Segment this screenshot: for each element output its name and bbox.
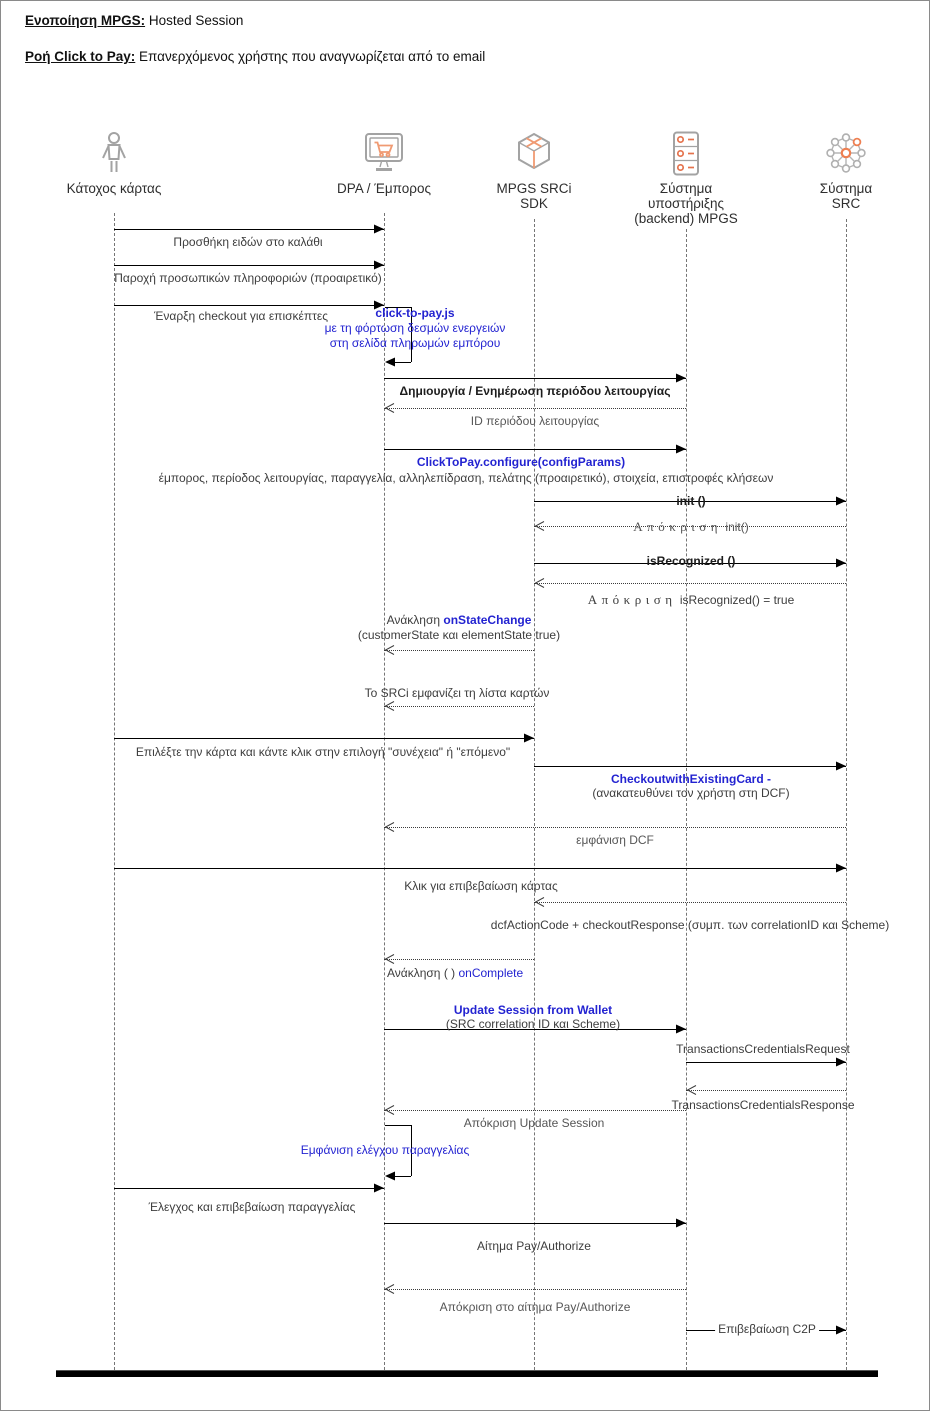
message-line <box>384 449 686 450</box>
message-label-part: Έναρξη checkout για επισκέπτες <box>153 309 329 323</box>
message-label <box>417 456 625 469</box>
arrowhead-icon <box>836 558 846 568</box>
arrowhead-icon <box>535 578 545 588</box>
message-label <box>446 1018 620 1031</box>
message-line <box>114 738 534 739</box>
message-line <box>384 1110 686 1111</box>
arrowhead-icon <box>385 357 395 367</box>
message-label <box>387 967 523 980</box>
arrowhead-icon <box>687 1085 697 1095</box>
message-label-part: TransactionsCredentialsRequest <box>676 1042 850 1056</box>
message-label-part: Update Session from Wallet <box>453 1003 613 1017</box>
package-icon <box>512 131 556 177</box>
arrowhead-icon <box>385 1284 395 1294</box>
message-label <box>647 555 736 568</box>
lifeline-cardholder <box>114 213 115 1370</box>
message-label <box>387 614 532 627</box>
message-label <box>404 880 558 893</box>
message-label-part: Παροχή προσωπικών πληροφοριών (προαιρετικό) <box>114 271 382 285</box>
arrowhead-icon <box>374 260 384 270</box>
message-label-part: έμπορος, περίοδος λειτουργίας, παραγγελία, αλληλεπίδραση, πελάτης (προαιρετικό), στοιχεία, επιστροφές κλήσεων <box>158 471 774 485</box>
actor-cardholder <box>29 131 199 196</box>
message-line <box>384 378 686 379</box>
message-label-part: (customerState και elementState true) <box>357 628 561 642</box>
message-label-part: Απόκριση Update Session <box>463 1116 605 1130</box>
lifeline-src <box>846 219 847 1370</box>
message-label <box>325 322 506 335</box>
message-label <box>149 1201 356 1214</box>
actor-label: DPA / Έμπορος <box>337 181 431 196</box>
message-label-part: Κλικ για επιβεβαίωση κάρτας <box>404 879 558 893</box>
message-line <box>534 583 846 584</box>
arrowhead-icon <box>836 496 846 506</box>
arrowhead-icon <box>676 373 686 383</box>
message-label-part: Επιλέξτε την κάρτα και κάντε κλικ στην επιλογή "συνέχεια" ή "επόμενο" <box>135 745 511 759</box>
message-label-part: Απόκριση <box>633 519 723 534</box>
message-line <box>686 1090 846 1091</box>
actor-label: Σύστημα <box>659 181 713 196</box>
message-label-part: CheckoutwithExistingCard - <box>610 772 772 786</box>
message-label <box>301 1144 470 1157</box>
message-line <box>114 229 384 230</box>
message-label <box>633 520 748 534</box>
arrowhead-icon <box>535 897 545 907</box>
header-line-1 <box>25 13 243 28</box>
network-icon <box>823 131 869 177</box>
arrowhead-icon <box>524 733 534 743</box>
arrowhead-icon <box>374 224 384 234</box>
monitor-cart-icon <box>362 131 406 177</box>
message-label-part: Το SRCi εμφανίζει τη λίστα καρτών <box>364 686 550 700</box>
message-label <box>715 1323 819 1336</box>
message-line <box>534 902 846 903</box>
message-label-part: Απόκριση <box>587 592 677 607</box>
message-label-part: isRecognized() = true <box>676 593 795 607</box>
lifeline-dpa <box>384 213 385 1370</box>
message-label <box>477 1240 591 1253</box>
message-label <box>491 919 889 932</box>
message-label <box>464 1117 605 1130</box>
message-label <box>159 472 774 485</box>
arrowhead-icon <box>385 822 395 832</box>
message-label-part: στη σελίδα πληρωμών εμπόρου <box>329 336 501 350</box>
header-line2-text: Επανερχόμενος χρήστης που αναγνωρίζεται από το email <box>135 49 486 64</box>
message-line <box>384 827 846 828</box>
message-line <box>114 265 384 266</box>
message-label-part: Έλεγχος και επιβεβαίωση παραγγελίας <box>148 1200 356 1214</box>
message-label-part: onComplete <box>458 966 524 980</box>
message-label <box>358 629 560 642</box>
message-line <box>114 305 384 306</box>
message-label-part: Προσθήκη ειδών στο καλάθι <box>173 235 323 249</box>
message-label-part: isRecognized () <box>646 554 736 568</box>
message-line <box>394 1176 411 1177</box>
arrowhead-icon <box>836 1057 846 1067</box>
message-label <box>676 495 705 508</box>
arrowhead-icon <box>535 521 545 531</box>
message-label <box>154 310 328 323</box>
message-label-part: ClickToPay.configure(configParams) <box>416 455 626 469</box>
actor-label: SRC <box>831 196 861 211</box>
arrowhead-icon <box>385 403 395 413</box>
message-line <box>384 959 534 960</box>
message-label-part: Δημιουργία / Ενημέρωση περιόδου λειτουργίας <box>399 384 671 398</box>
message-line <box>114 1188 384 1189</box>
message-label-part: dcfActionCode + checkoutResponse (συμπ. των correlationID και Scheme) <box>490 918 890 932</box>
message-line <box>384 408 686 409</box>
message-label-part: (SRC correlation ID και Scheme) <box>445 1017 621 1031</box>
message-label <box>611 773 771 786</box>
message-label <box>454 1004 612 1017</box>
message-label-part: ID περιόδου λειτουργίας <box>470 414 600 428</box>
message-label <box>440 1301 631 1314</box>
message-label <box>672 1099 855 1112</box>
diagram-end-bar <box>56 1370 878 1377</box>
arrowhead-icon <box>385 1171 395 1181</box>
message-label-part: click-to-pay.js <box>375 306 455 320</box>
message-label-part: Εμφάνιση ελέγχου παραγγελίας <box>300 1143 470 1157</box>
actor-mpgs-backend <box>601 131 771 226</box>
actor-label: Κάτοχος κάρτας <box>66 181 162 196</box>
message-label-part: init() <box>722 520 749 534</box>
message-label-part: Ανάκληση ( ) <box>387 966 459 980</box>
header-line1-label: Ενοποίηση MPGS: <box>25 13 146 28</box>
person-icon <box>92 131 136 177</box>
arrowhead-icon <box>385 1105 395 1115</box>
arrowhead-icon <box>385 645 395 655</box>
arrowhead-icon <box>385 701 395 711</box>
message-label-part: Απόκριση στο αίτημα Pay/Authorize <box>439 1300 631 1314</box>
message-line <box>384 1223 686 1224</box>
message-label <box>576 834 654 847</box>
actor-label: υποστήριξης <box>648 196 724 211</box>
actor-dpa-merchant <box>299 131 469 196</box>
message-label <box>588 593 795 607</box>
message-label-part: TransactionsCredentialsResponse <box>671 1098 855 1112</box>
message-line <box>686 1062 846 1063</box>
message-label <box>365 687 550 700</box>
message-label <box>173 236 322 249</box>
server-list-icon <box>664 131 708 177</box>
arrowhead-icon <box>385 954 395 964</box>
actor-label: SDK <box>520 196 548 211</box>
message-label <box>330 337 501 350</box>
message-label <box>471 415 599 428</box>
message-line <box>384 650 534 651</box>
actor-src-system <box>761 131 930 211</box>
message-label <box>400 385 671 398</box>
actor-label: Σύστημα <box>819 181 873 196</box>
header-line1-text: Hosted Session <box>145 13 244 28</box>
message-label <box>136 746 510 759</box>
message-label-part: με τη φόρτωση δεσμών ενεργειών <box>324 321 506 335</box>
message-label-part: init () <box>676 494 706 508</box>
actor-label: (backend) MPGS <box>634 211 738 226</box>
message-line <box>534 766 846 767</box>
message-line <box>385 1125 411 1126</box>
actor-mpgs-srci-sdk <box>449 131 619 211</box>
message-label <box>592 787 789 800</box>
message-line <box>114 868 846 869</box>
message-label-part: εμφάνιση DCF <box>576 833 654 847</box>
message-label-part: Επιβεβαίωση C2P <box>718 1322 816 1336</box>
message-label-part: onStateChange <box>443 613 532 627</box>
arrowhead-icon <box>374 1183 384 1193</box>
arrowhead-icon <box>836 863 846 873</box>
message-line <box>384 706 534 707</box>
message-line <box>384 1289 686 1290</box>
message-label <box>114 272 382 285</box>
header-line2-label: Ροή Click to Pay: <box>25 49 136 64</box>
arrowhead-icon <box>836 761 846 771</box>
arrowhead-icon <box>676 444 686 454</box>
message-label-part: Αίτημα Pay/Authorize <box>477 1239 591 1253</box>
message-label <box>676 1043 850 1056</box>
message-label-part: Ανάκληση <box>386 613 444 627</box>
actor-label: MPGS SRCi <box>496 181 572 196</box>
message-label-part: (ανακατευθύνει τον χρήστη στη DCF) <box>592 786 790 800</box>
arrowhead-icon <box>676 1218 686 1228</box>
arrowhead-icon <box>676 1024 686 1034</box>
message-label <box>375 307 454 320</box>
message-line <box>394 362 411 363</box>
arrowhead-icon <box>836 1325 846 1335</box>
header-line-2 <box>25 49 485 64</box>
